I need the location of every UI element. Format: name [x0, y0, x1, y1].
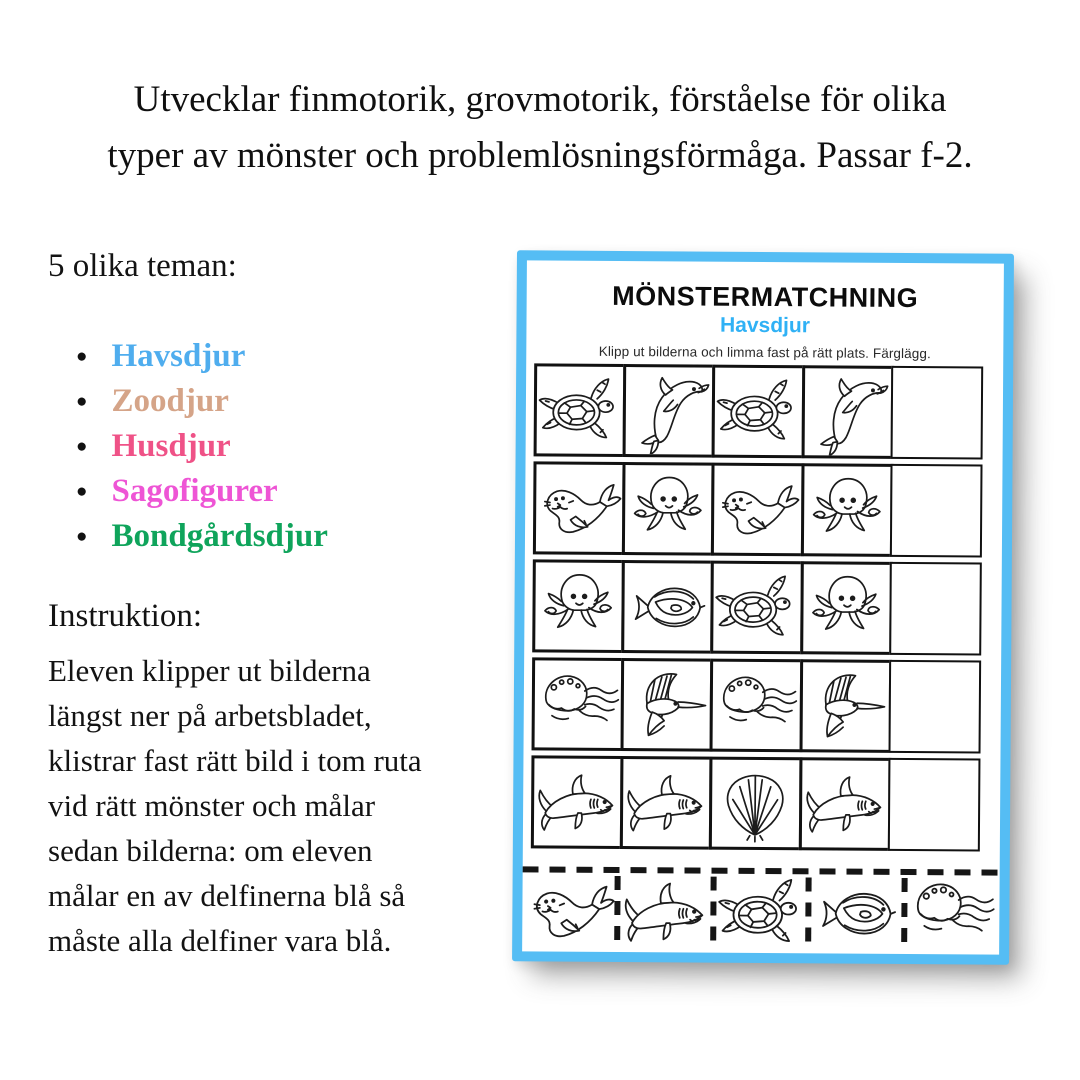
worksheet-grid-row: [533, 461, 995, 557]
shell-icon: [712, 760, 799, 847]
shark-icon: [620, 867, 711, 958]
bullet-icon: ●: [76, 436, 88, 457]
headline-line: Utvecklar finmotorik, grovmotorik, förståelse för olika: [133, 79, 947, 120]
turtle-icon: [537, 367, 624, 454]
grid-cell-octopus: [800, 463, 893, 557]
theme-item-bondgårdsdjur: [76, 514, 328, 559]
grid-cell-seal: [711, 463, 804, 557]
grid-cell-jellyfish: [710, 659, 803, 753]
grid-cell-octopus: [622, 462, 715, 556]
theme-item-husdjur: [76, 424, 328, 469]
cutout-cell-seal: [522, 866, 618, 952]
grid-cell-empty: [890, 464, 983, 558]
grid-cell-octopus: [532, 559, 625, 653]
seal-icon: [525, 866, 616, 957]
theme-label: Zoodjur: [111, 383, 229, 419]
worksheet-title: MÖNSTERMATCHNING: [612, 280, 919, 314]
page-headline: [0, 72, 1080, 184]
grid-cell-empty: [890, 366, 983, 460]
grid-cell-octopus: [800, 561, 893, 655]
grid-cell-fish: [621, 560, 714, 654]
theme-label: Husdjur: [111, 428, 231, 464]
bullet-icon: ●: [76, 346, 88, 367]
dolphin-icon: [626, 368, 713, 455]
grid-cell-empty: [888, 758, 981, 852]
jellyfish-icon: [713, 662, 800, 749]
grid-cell-turtle: [712, 365, 805, 459]
worksheet-grid-row: [532, 559, 994, 655]
instruction-line: sedan bilderna: om eleven: [48, 833, 373, 868]
jellyfish-icon: [535, 661, 622, 748]
grid-cell-shark: [531, 755, 624, 849]
grid-cell-swordfish: [621, 658, 714, 752]
cutout-cell-shark: [618, 867, 714, 953]
theme-item-havsdjur: [76, 334, 328, 379]
worksheet-grid-row: [531, 755, 993, 851]
instruction-line: längst ner på arbetsbladet,: [48, 698, 372, 733]
instruction-line: Eleven klipper ut bilderna: [48, 653, 371, 688]
grid-cell-turtle: [534, 363, 627, 457]
instruction-line: vid rätt mönster och målar: [48, 788, 376, 823]
instruction-heading: Instruktion:: [48, 598, 202, 634]
fish-icon: [625, 564, 712, 651]
theme-item-zoodjur: [76, 379, 328, 424]
grid-cell-turtle: [711, 561, 804, 655]
grid-cell-dolphin: [801, 365, 894, 459]
cutout-cell-jellyfish: [904, 869, 1000, 955]
jellyfish-icon: [906, 869, 997, 960]
theme-label: Havsdjur: [111, 338, 246, 374]
grid-cell-shark: [798, 757, 891, 851]
worksheet-card: [512, 250, 1014, 964]
swordfish-icon: [802, 663, 889, 750]
instruction-line: målar en av delfinerna blå så: [48, 878, 406, 913]
shark-icon: [802, 761, 889, 848]
theme-label: Bondgårdsdjur: [111, 518, 328, 554]
swordfish-icon: [624, 662, 711, 749]
seal-icon: [714, 466, 801, 553]
octopus-icon: [803, 565, 890, 652]
theme-item-sagofigurer: [76, 469, 328, 514]
grid-cell-dolphin: [623, 364, 716, 458]
grid-cell-empty: [889, 562, 982, 656]
turtle-icon: [714, 564, 801, 651]
octopus-icon: [804, 467, 891, 554]
fish-icon: [811, 868, 902, 959]
shark-icon: [623, 760, 710, 847]
instruction-body: [48, 648, 422, 963]
bullet-icon: ●: [76, 391, 88, 412]
instruction-line: klistrar fast rätt bild i tom ruta: [48, 743, 422, 778]
instruction-line: måste alla delfiner vara blå.: [48, 923, 392, 958]
theme-label: Sagofigurer: [111, 473, 278, 509]
themes-list: [76, 334, 328, 559]
grid-cell-empty: [888, 660, 981, 754]
grid-cell-swordfish: [799, 659, 892, 753]
shark-icon: [534, 759, 621, 846]
grid-cell-seal: [533, 461, 626, 555]
seal-icon: [536, 465, 623, 552]
worksheet-grid-row: [532, 657, 994, 753]
worksheet-grid: [531, 363, 995, 856]
turtle-icon: [715, 368, 802, 455]
dolphin-icon: [804, 369, 891, 456]
worksheet-grid-row: [534, 363, 996, 459]
worksheet-cutout-row: [522, 866, 1000, 954]
themes-heading: 5 olika teman:: [48, 248, 237, 284]
cutout-cell-fish: [808, 868, 904, 954]
bullet-icon: ●: [76, 526, 88, 547]
octopus-icon: [625, 466, 712, 553]
grid-cell-shell: [709, 757, 802, 851]
headline-line: typer av mönster och problemlösningsförmåga. Passar f-2.: [107, 135, 973, 177]
bullet-icon: ●: [76, 481, 88, 502]
grid-cell-jellyfish: [532, 657, 625, 751]
turtle-icon: [716, 867, 807, 958]
cutout-cell-turtle: [713, 868, 809, 954]
octopus-icon: [535, 563, 622, 650]
worksheet-subtitle: Havsdjur: [719, 313, 811, 338]
worksheet-instruction: Klipp ut bilderna och limma fast på rätt plats. Färglägg.: [598, 343, 931, 362]
grid-cell-shark: [620, 756, 713, 850]
